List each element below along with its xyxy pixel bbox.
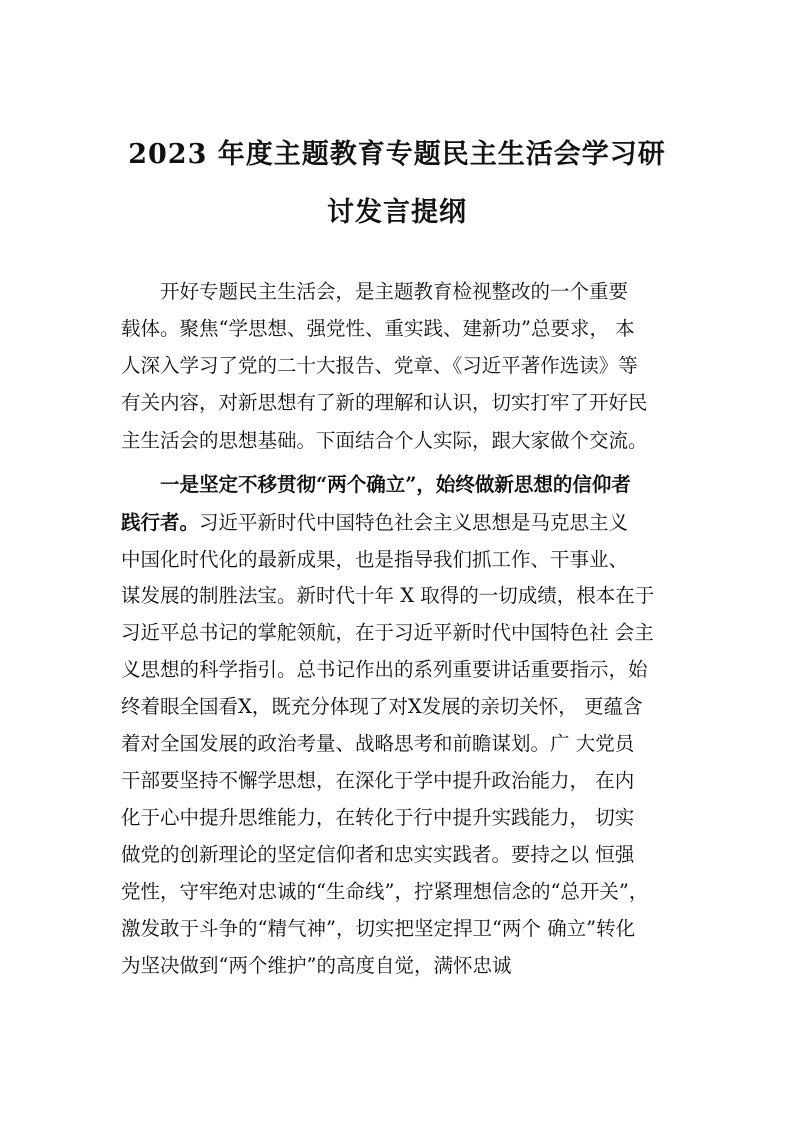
paragraph-line: 载体。聚焦“学思想、强党性、重实践、建新功”总要求， 本 <box>121 317 635 340</box>
paragraph-line: 习近平总书记的掌舵领航，在于习近平新时代中国特色社 会主 <box>121 621 654 644</box>
paragraph-line: 中国化时代化的最新成果，也是指导我们抓工作、干事业、 <box>121 548 629 571</box>
paragraph-line: 做党的创新理论的坚定信仰者和忠实实践者。要持之以 恒强 <box>121 843 635 866</box>
section-heading-line: 一是坚定不移贯彻“两个确立”，始终做新思想的信仰者 <box>160 473 631 496</box>
paragraph-line: 主生活会的思想基础。下面结合个人实际，跟大家做个交流。 <box>121 429 648 452</box>
paragraph-line: 干部要坚持不懈学思想，在深化于学中提升政治能力， 在内 <box>121 769 635 792</box>
section-heading-tail: 践行者。 <box>121 511 200 534</box>
paragraph-line: 着对全国发展的政治考量、战略思考和前瞻谋划。广 大党员 <box>121 732 635 755</box>
paragraph-line: 党性，守牢绝对忠诚的“生命线”，拧紧理想信念的“总开关”， <box>121 880 649 903</box>
paragraph-line: 开好专题民主生活会，是主题教育检视整改的一个重要 <box>160 280 629 303</box>
document-title-line-1: 2023 年度主题教育专题民主生活会学习研 <box>128 139 666 170</box>
paragraph-line: 人深入学习了党的二十大报告、党章、《习近平著作选读》等 <box>121 354 638 377</box>
paragraph-line: 为坚决做到“两个维护”的高度自觉，满怀忠诚 <box>121 954 512 977</box>
paragraph-line: 义思想的科学指引。总书记作出的系列重要讲话重要指示，始 <box>121 658 648 681</box>
document-title-line-2: 讨发言提纲 <box>327 197 467 228</box>
paragraph-line: 化于心中提升思维能力，在转化于行中提升实践能力， 切实 <box>121 806 635 829</box>
paragraph-line: 有关内容，对新思想有了新的理解和认识，切实打牢了开好民 <box>121 391 648 414</box>
paragraph-line: 终着眼全国看X，既充分体现了对X发展的亲切关怀， 更蕴含 <box>121 695 643 718</box>
paragraph-line: 激发敢于斗争的“精气神”，切实把坚定捍卫“两个 确立”转化 <box>121 917 636 940</box>
paragraph-line-mixed <box>121 510 628 536</box>
paragraph-line: 谋发展的制胜法宝。新时代十年 X 取得的一切成绩，根本在于 <box>121 584 655 607</box>
paragraph-text: 习近平新时代中国特色社会主义思想是马克思主义 <box>199 511 629 534</box>
